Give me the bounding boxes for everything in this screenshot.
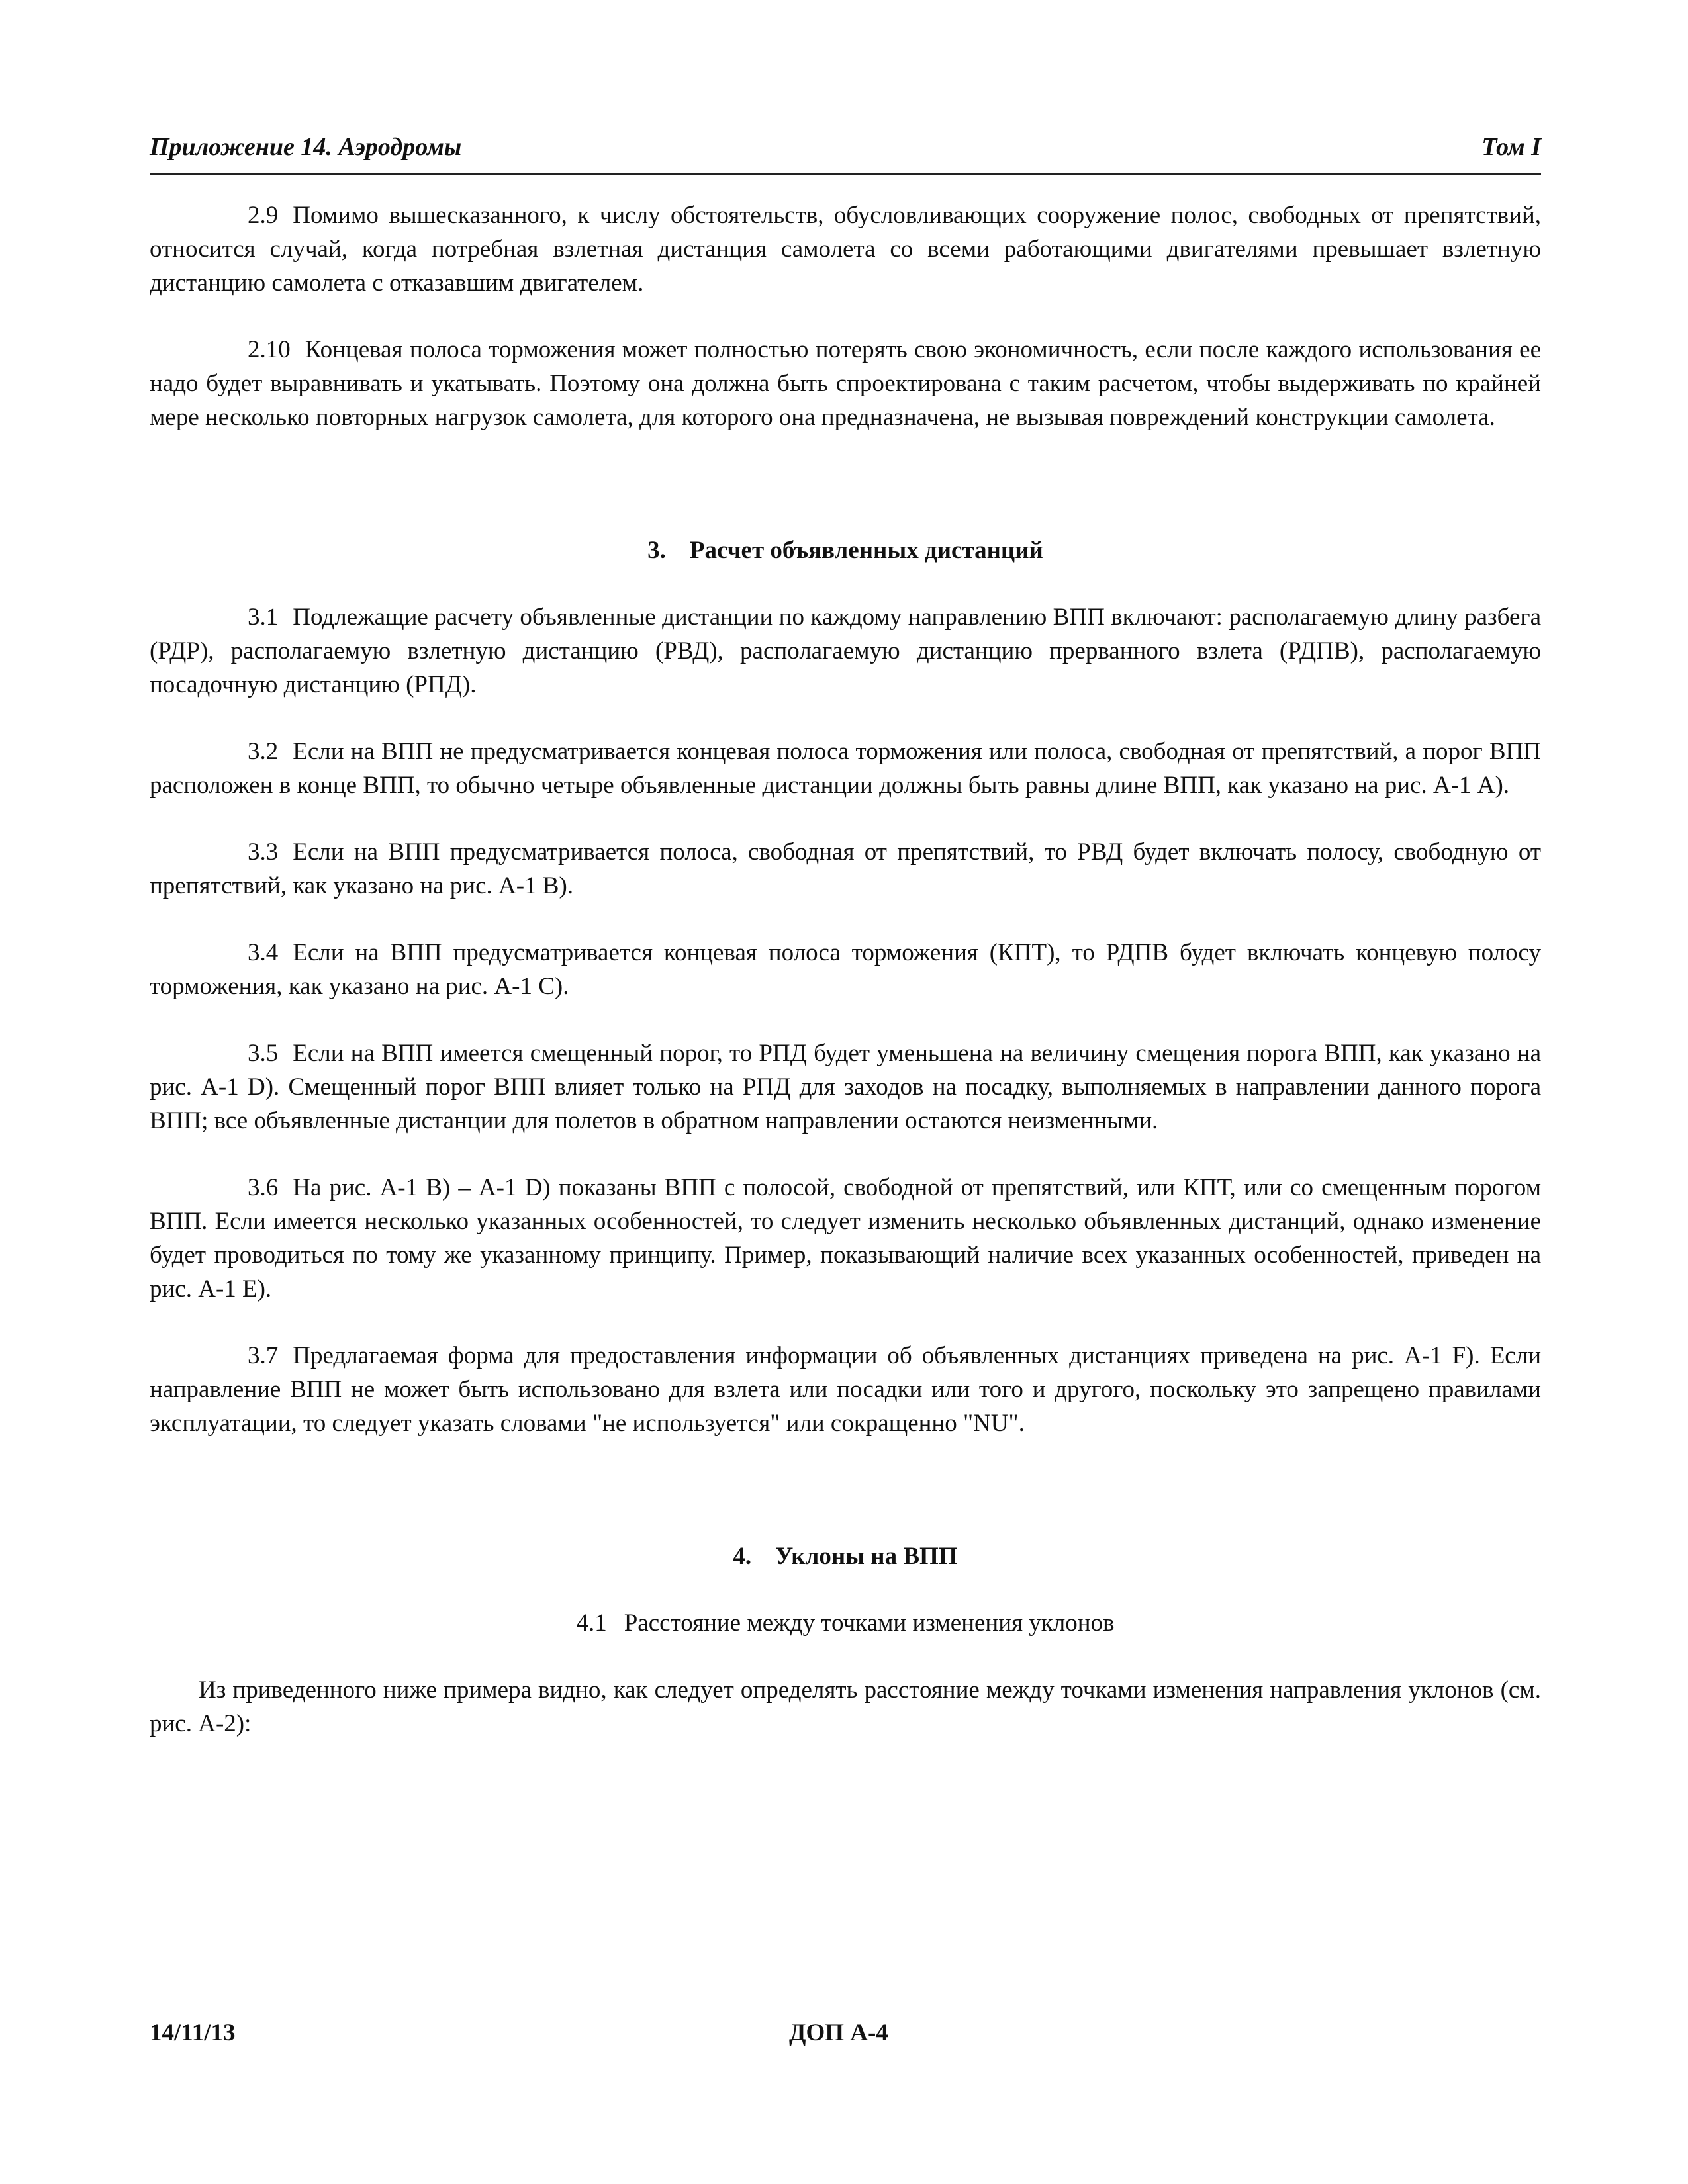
paragraph-2-10 bbox=[150, 333, 1541, 434]
footer-date: 14/11/13 bbox=[150, 2019, 236, 2046]
paragraph-text: Из приведенного ниже примера видно, как следует определять расстояние между точками изменения направления уклонов (см. рис. А-2): bbox=[150, 1676, 1541, 1737]
paragraph-2-9 bbox=[150, 199, 1541, 300]
header-title: Приложение 14. Аэродромы bbox=[150, 133, 462, 161]
page-content bbox=[150, 199, 1541, 1774]
subsection-number: 4.1 bbox=[576, 1610, 607, 1637]
footer-page-number: ДОП А-4 bbox=[789, 2019, 888, 2046]
subsection-title: Расстояние между точками изменения уклонов bbox=[624, 1610, 1115, 1637]
paragraph-3-7 bbox=[150, 1339, 1541, 1440]
paragraph-text: Подлежащие расчету объявленные дистанции по каждому направлению ВПП включают: располагаемую длину разбега (РДР), располагаемую взлетную дистанцию (РВД), располагаемую дистанцию прерванного взлета (РДПВ), располагаемую посадочную дистанцию (РПД). bbox=[150, 604, 1541, 698]
paragraph-3-1 bbox=[150, 600, 1541, 702]
paragraph-number: 3.7 bbox=[248, 1342, 279, 1369]
paragraph-number: 2.9 bbox=[248, 202, 279, 229]
paragraph-number: 3.1 bbox=[248, 604, 279, 631]
paragraph-text: Если на ВПП предусматривается концевая полоса торможения (КПТ), то РДПВ будет включать концевую полосу торможения, как указано на рис. А-1 С). bbox=[150, 939, 1541, 1000]
paragraph-3-2 bbox=[150, 735, 1541, 802]
paragraph-number: 3.2 bbox=[248, 738, 279, 765]
section-number: 3. bbox=[647, 537, 666, 564]
paragraph-text: Предлагаемая форма для предоставления информации об объявленных дистанциях приведена на рис. А-1 F). Если направление ВПП не может быть использовано для взлета или посадки или того и другого, поскольку это запрещено правилами эксплуатации, то следует указать словами "не используется" или сокращенно "NU". bbox=[150, 1342, 1541, 1437]
paragraph-text: Если на ВПП не предусматривается концевая полоса торможения или полоса, свободная от препятствий, а порог ВПП расположен в конце ВПП, то обычно четыре объявленные дистанции должны быть равны длине ВПП, как указано на рис. А-1 А). bbox=[150, 738, 1541, 799]
section-3-heading bbox=[150, 533, 1541, 567]
paragraph-number: 3.5 bbox=[248, 1040, 279, 1067]
subsection-4-1-heading bbox=[150, 1606, 1541, 1640]
section-4-heading bbox=[150, 1539, 1541, 1573]
paragraph-text: Если на ВПП предусматривается полоса, свободная от препятствий, то РВД будет включать полосу, свободную от препятствий, как указано на рис. А-1 В). bbox=[150, 839, 1541, 899]
paragraph-number: 3.3 bbox=[248, 839, 279, 866]
section-title: Расчет объявленных дистанций bbox=[689, 537, 1043, 564]
page-header bbox=[150, 132, 1541, 175]
header-volume: Том I bbox=[1481, 133, 1541, 161]
page-footer bbox=[150, 2019, 1541, 2052]
paragraph-3-3 bbox=[150, 835, 1541, 903]
paragraph-text: Если на ВПП имеется смещенный порог, то РПД будет уменьшена на величину смещения порога ВПП, как указано на рис. А-1 D). Смещенный порог ВПП влияет только на РПД для заходов на посадку, выполняемых в направлении данного порога ВПП; все объявленные дистанции для полетов в обратном направлении остаются неизменными. bbox=[150, 1040, 1541, 1134]
paragraph-text: На рис. А-1 В) – А-1 D) показаны ВПП с полосой, свободной от препятствий, или КПТ, или со смещенным порогом ВПП. Если имеется несколько указанных особенностей, то следует изменить несколько объявленных дистанций, однако изменение будет проводиться по тому же указанному принципу. Пример, показывающий наличие всех указанных особенностей, приведен на рис. А-1 Е). bbox=[150, 1174, 1541, 1302]
paragraph-number: 3.4 bbox=[248, 939, 279, 966]
paragraph-3-4 bbox=[150, 936, 1541, 1003]
paragraph-3-5 bbox=[150, 1036, 1541, 1138]
paragraph-text: Концевая полоса торможения может полностью потерять свою экономичность, если после каждого использования ее надо будет выравнивать и укатывать. Поэтому она должна быть спроектирована с таким расчетом, чтобы выдерживать по крайней мере несколько повторных нагрузок самолета, для которого она предназначена, не вызывая повреждений конструкции самолета. bbox=[150, 336, 1541, 431]
paragraph-3-6 bbox=[150, 1171, 1541, 1306]
paragraph-number: 3.6 bbox=[248, 1174, 279, 1201]
paragraph-text: Помимо вышесказанного, к числу обстоятельств, обусловливающих сооружение полос, свободных от препятствий, относится случай, когда потребная взлетная дистанция самолета со всеми работающими двигателями превышает взлетную дистанцию самолета с отказавшим двигателем. bbox=[150, 202, 1541, 296]
paragraph-number: 2.10 bbox=[248, 336, 291, 363]
section-number: 4. bbox=[733, 1543, 752, 1570]
section-title: Уклоны на ВПП bbox=[775, 1543, 958, 1570]
paragraph-4-intro bbox=[150, 1673, 1541, 1741]
